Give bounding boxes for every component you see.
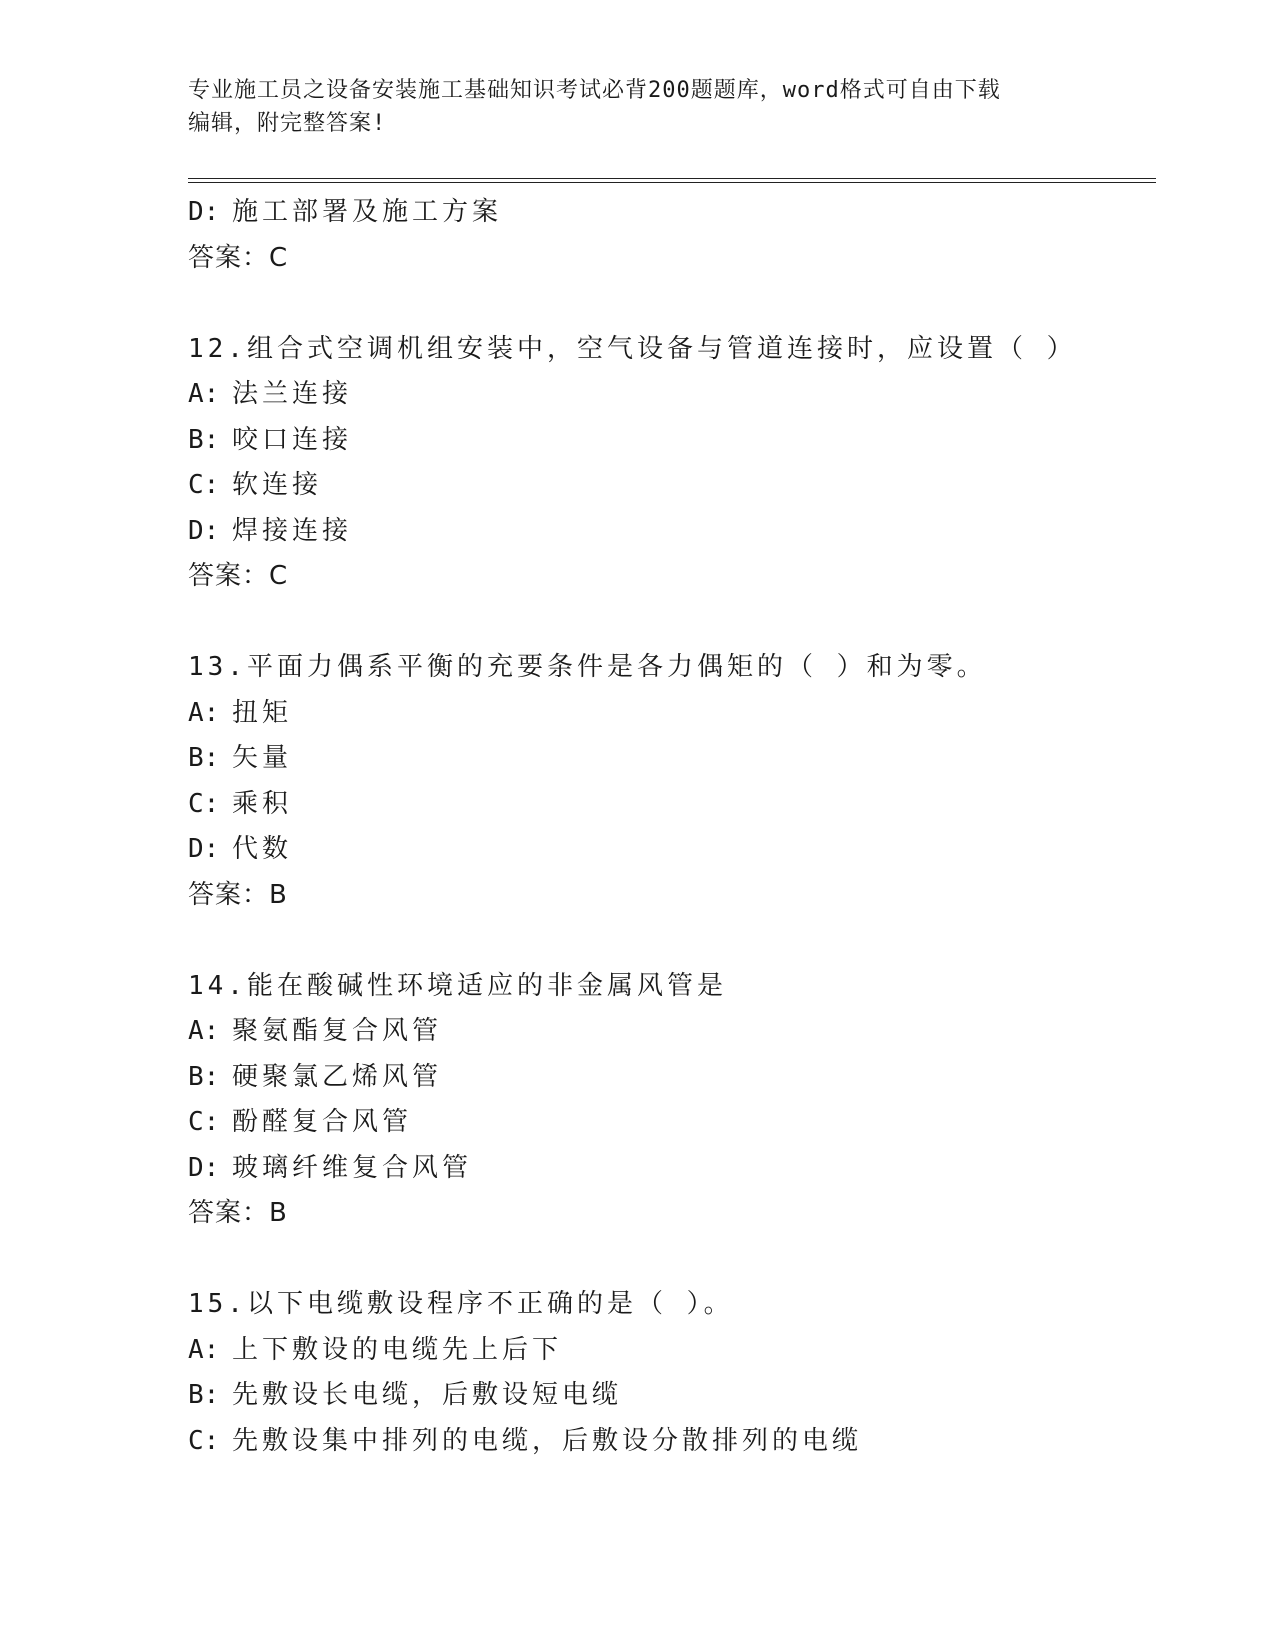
question-13-answer: 答案：B [188,879,288,910]
question-14-stem: 14.能在酸碱性环境适应的非金属风管是 [188,970,727,1001]
header-divider-bottom [188,182,1156,183]
option-label: C: [188,788,220,819]
option-text: 上下敷设的电缆先上后下 [232,1334,563,1365]
option-text: 先敷设集中排列的电缆，后敷设分散排列的电缆 [232,1425,863,1456]
question-15-option-c [188,1419,1148,1465]
question-12-option-d [188,509,1148,555]
option-text: 矢量 [232,743,293,773]
option-label: D: [188,834,220,864]
option-text: 先敷设长电缆，后敷设短电缆 [232,1380,623,1410]
option-text: 玻璃纤维复合风管 [232,1152,473,1183]
option-label: B: [188,743,220,773]
question-14-option-c [188,1100,1148,1146]
option-text: 施工部署及施工方案 [232,197,503,227]
question-list [188,190,1148,1464]
question-14-answer: 答案：B [188,1198,288,1228]
option-text: 咬口连接 [232,424,353,455]
spacer [188,1237,1148,1283]
option-label: C: [188,1107,220,1137]
option-label: D: [188,1152,220,1183]
prev-question-answer: 答案：C [188,242,289,273]
spacer [188,281,1148,327]
question-12-stem: 12.组合式空调机组安装中，空气设备与管道连接时，应设置（ ） [188,333,1077,364]
prev-question-option-d [188,190,1148,236]
question-13-option-c [188,782,1148,828]
question-14-option-b [188,1055,1148,1101]
question-12-option-c [188,463,1148,509]
option-label: A: [188,1016,220,1046]
option-text: 软连接 [232,470,323,500]
option-label: C: [188,1425,220,1456]
question-15-stem: 15.以下电缆敷设程序不正确的是（ ）。 [188,1289,734,1319]
header-title-line-1: 专业施工员之设备安装施工基础知识考试必背200题题库，word格式可自由下载 [188,78,1001,103]
header-title-line-2: 编辑，附完整答案! [188,111,387,136]
question-12-option-a [188,372,1148,418]
option-text: 酚醛复合风管 [232,1107,413,1137]
option-label: C: [188,470,220,500]
option-text: 硬聚氯乙烯风管 [232,1061,443,1092]
option-text: 扭矩 [232,697,293,728]
option-label: B: [188,1061,220,1092]
question-14-option-d [188,1146,1148,1192]
option-text: 焊接连接 [232,515,353,546]
question-13-option-d [188,827,1148,873]
spacer [188,600,1148,646]
question-15-option-a [188,1328,1148,1374]
question-15-option-b [188,1373,1148,1419]
spacer [188,918,1148,964]
header-divider-top [188,178,1156,179]
option-text: 法兰连接 [232,379,353,409]
question-14-option-a [188,1009,1148,1055]
option-label: A: [188,1334,220,1365]
question-12-answer: 答案：C [188,561,289,591]
option-text: 代数 [232,834,293,864]
option-label: B: [188,424,220,455]
option-text: 乘积 [232,788,293,819]
option-label: A: [188,379,220,409]
question-13-stem: 13.平面力偶系平衡的充要条件是各力偶矩的（ ）和为零。 [188,652,987,682]
option-text: 聚氨酯复合风管 [232,1016,443,1046]
question-12-option-b [188,418,1148,464]
option-label: B: [188,1380,220,1410]
page-header [188,74,1088,140]
option-label: D: [188,197,220,227]
option-label: D: [188,515,220,546]
question-13-option-a [188,691,1148,737]
option-label: A: [188,697,220,728]
question-13-option-b [188,736,1148,782]
